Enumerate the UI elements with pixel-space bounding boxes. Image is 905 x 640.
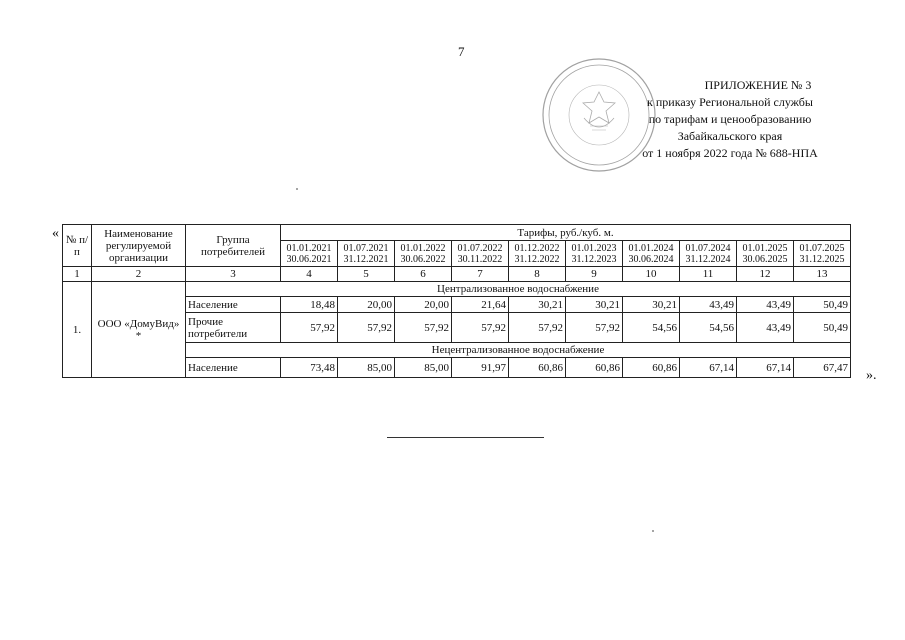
appendix-line-3: Забайкальского края: [677, 129, 783, 143]
row-number: 1.: [63, 282, 92, 378]
col-number: 6: [395, 267, 452, 282]
tariff-value: 43,49: [737, 313, 794, 343]
period-header: 01.01.2022 30.06.2022: [395, 241, 452, 267]
tariff-value: 30,21: [509, 297, 566, 313]
col-number: 11: [680, 267, 737, 282]
section-noncentral: Нецентрализованное водоснабжение: [186, 343, 851, 358]
tariff-value: 73,48: [281, 358, 338, 378]
consumer-group: Население: [186, 297, 281, 313]
tariff-value: 57,92: [566, 313, 623, 343]
tariff-value: 57,92: [395, 313, 452, 343]
appendix-title: ПРИЛОЖЕНИЕ № 3: [704, 78, 812, 92]
tariff-value: 21,64: [452, 297, 509, 313]
period-header: 01.07.2022 30.11.2022: [452, 241, 509, 267]
tariff-value: 54,56: [680, 313, 737, 343]
appendix-line-4: от 1 ноября 2022 года № 688-НПА: [642, 146, 818, 160]
col-number: 7: [452, 267, 509, 282]
col-number: 8: [509, 267, 566, 282]
consumer-group: Население: [186, 358, 281, 378]
tariff-value: 57,92: [338, 313, 395, 343]
signature-line: [387, 437, 544, 438]
tariff-value: 57,92: [281, 313, 338, 343]
period-header: 01.01.2021 30.06.2021: [281, 241, 338, 267]
consumer-group: Прочие потребители: [186, 313, 281, 343]
tariff-value: 85,00: [338, 358, 395, 378]
period-header: 01.07.2021 31.12.2021: [338, 241, 395, 267]
section-central: Централизованное водоснабжение: [186, 282, 851, 297]
tariff-value: 67,14: [737, 358, 794, 378]
scan-speck: [296, 188, 298, 190]
col-number: 13: [794, 267, 851, 282]
tariff-value: 85,00: [395, 358, 452, 378]
header-tariffs: Тарифы, руб./куб. м.: [281, 225, 851, 241]
tariff-value: 60,86: [623, 358, 680, 378]
tariff-value: 50,49: [794, 297, 851, 313]
col-number: 2: [92, 267, 186, 282]
tariff-value: 30,21: [623, 297, 680, 313]
period-header: 01.01.2025 30.06.2025: [737, 241, 794, 267]
tariff-value: 57,92: [509, 313, 566, 343]
tariff-value: 20,00: [338, 297, 395, 313]
tariff-value: 67,14: [680, 358, 737, 378]
tariff-value: 18,48: [281, 297, 338, 313]
period-header: 01.12.2022 31.12.2022: [509, 241, 566, 267]
col-number: 5: [338, 267, 395, 282]
opening-quote: «: [52, 226, 59, 241]
header-org: Наименование регулируемой организации: [92, 225, 186, 267]
tariff-value: 43,49: [680, 297, 737, 313]
col-number: 12: [737, 267, 794, 282]
col-number: 4: [281, 267, 338, 282]
period-header: 01.07.2024 31.12.2024: [680, 241, 737, 267]
tariff-value: 50,49: [794, 313, 851, 343]
period-header: 01.01.2023 31.12.2023: [566, 241, 623, 267]
tariff-value: 60,86: [509, 358, 566, 378]
appendix-line-1: к приказу Региональной службы: [647, 95, 813, 109]
tariff-value: 67,47: [794, 358, 851, 378]
page-number: 7: [458, 44, 465, 59]
col-number: 1: [63, 267, 92, 282]
closing-quote: ».: [866, 368, 877, 383]
tariff-value: 57,92: [452, 313, 509, 343]
header-group: Группа потребителей: [186, 225, 281, 267]
col-number: 9: [566, 267, 623, 282]
appendix-header: [600, 77, 860, 162]
tariff-value: 43,49: [737, 297, 794, 313]
tariff-value: 91,97: [452, 358, 509, 378]
tariff-value: 54,56: [623, 313, 680, 343]
tariff-value: 30,21: [566, 297, 623, 313]
period-header: 01.01.2024 30.06.2024: [623, 241, 680, 267]
col-number: 10: [623, 267, 680, 282]
tariff-table: [62, 224, 851, 378]
header-num: № п/п: [63, 225, 92, 267]
col-number: 3: [186, 267, 281, 282]
scan-speck: [652, 530, 654, 532]
tariff-value: 60,86: [566, 358, 623, 378]
appendix-line-2: по тарифам и ценообразованию: [648, 112, 812, 126]
tariff-value: 20,00: [395, 297, 452, 313]
organization-name: ООО «ДомуВид» *: [92, 282, 186, 378]
period-header: 01.07.2025 31.12.2025: [794, 241, 851, 267]
